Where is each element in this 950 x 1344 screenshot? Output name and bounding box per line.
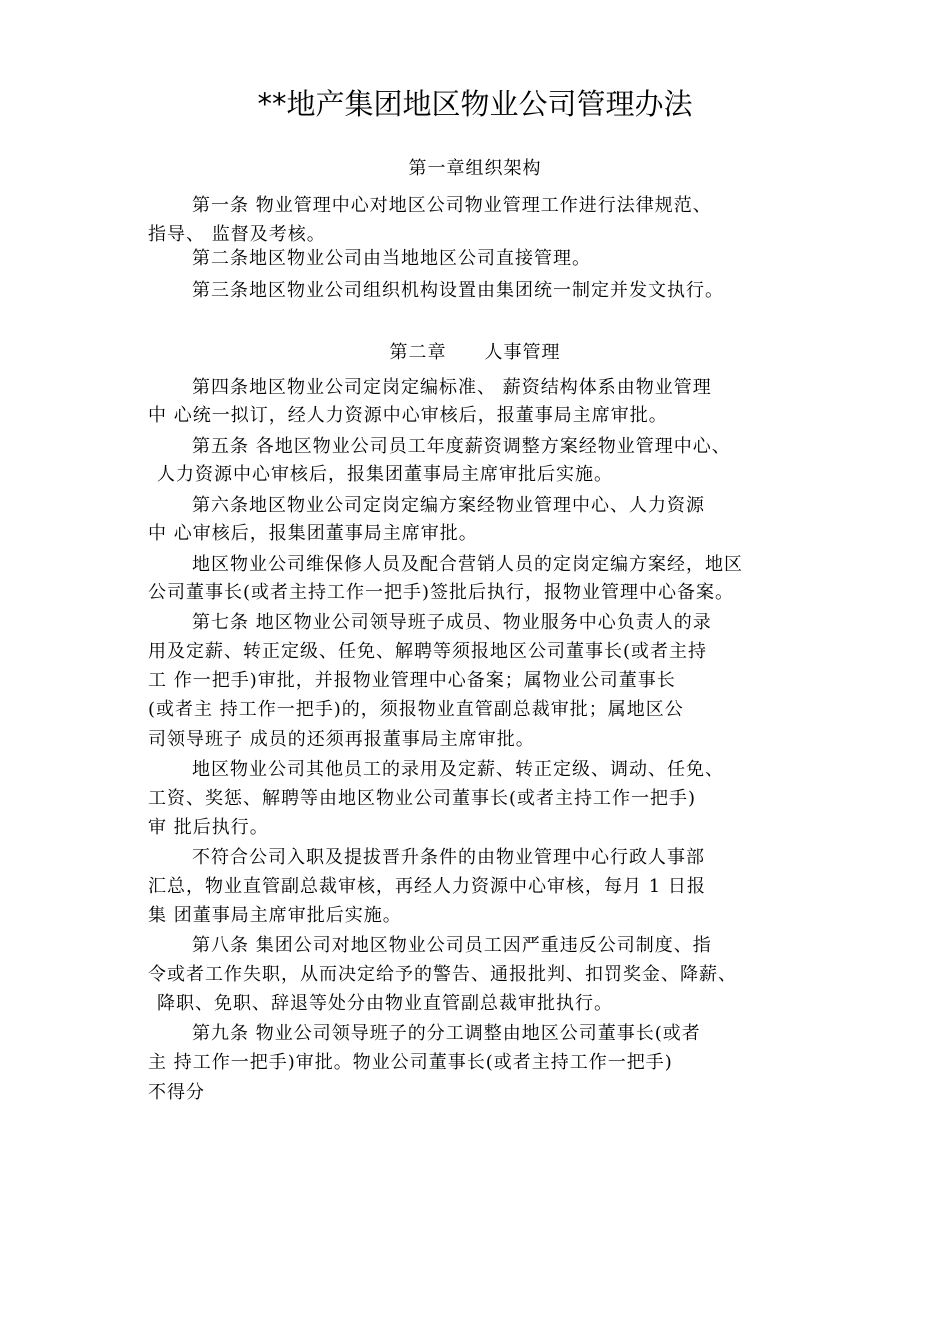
paragraph-line: 指导、 监督及考核。 [148,224,326,245]
paragraph-line: 不得分 [148,1082,205,1103]
paragraph-line: 人力资源中心审核后，报集团董事局主席审批后实施。 [157,464,613,485]
paragraph-line: 集 团董事局主席审批后实施。 [148,905,402,926]
paragraph-line: 第四条地区物业公司定岗定编标准、 薪资结构体系由物业管理 [192,377,712,398]
paragraph-line: 汇总，物业直管副总裁审核，再经人力资源中心审核，每月 1 日报 [148,876,706,897]
paragraph-line: 令或者工作失职，从而决定给予的警告、通报批判、扣罚奖金、降薪、 [148,964,737,985]
paragraph-line: 工 作一把手)审批，并报物业管理中心备案；属物业公司董事长 [148,670,676,691]
paragraph-line: 审 批后执行。 [148,817,269,838]
paragraph-line: 第八条 集团公司对地区物业公司员工因严重违反公司制度、指 [192,935,712,956]
paragraph-line: 工资、奖惩、解聘等由地区物业公司董事长(或者主持工作一把手) [148,788,697,809]
document-title: **地产集团地区物业公司管理办法 [257,87,693,121]
paragraph-line: 第五条 各地区物业公司员工年度薪资调整方案经物业管理中心、 [192,436,731,457]
paragraph-line: 中 心统一拟订，经人力资源中心审核后，报董事局主席审批。 [148,405,668,426]
chapter-1-heading: 第一章组织架构 [408,158,542,179]
paragraph-line: (或者主 持工作一把手)的，须报物业直管副总裁审批；属地区公 [148,699,684,720]
paragraph-line: 第七条 地区物业公司领导班子成员、物业服务中心负责人的录 [192,612,712,633]
paragraph-line: 中 心审核后，报集团董事局主席审批。 [148,523,478,544]
chapter-2-heading: 第二章 人事管理 [389,342,561,363]
paragraph-line: 地区物业公司其他员工的录用及定薪、转正定级、调动、任免、 [192,759,724,780]
paragraph-line: 第九条 物业公司领导班子的分工调整由地区公司董事长(或者 [192,1023,701,1044]
paragraph-line: 第三条地区物业公司组织机构设置由集团统一制定并发文执行。 [192,280,724,301]
paragraph-line: 地区物业公司维保修人员及配合营销人员的定岗定编方案经，地区 [192,554,743,575]
paragraph-line: 第一条 物业管理中心对地区公司物业管理工作进行法律规范、 [192,195,712,216]
paragraph-line: 第六条地区物业公司定岗定编方案经物业管理中心、人力资源 [192,495,705,516]
paragraph-line: 主 持工作一把手)审批。物业公司董事长(或者主持工作一把手) [148,1052,673,1073]
paragraph-line: 不符合公司入职及提拔晋升条件的由物业管理中心行政人事部 [192,847,705,868]
paragraph-line: 用及定薪、转正定级、任免、解聘等须报地区公司董事长(或者主持 [148,641,708,662]
paragraph-line: 第二条地区物业公司由当地地区公司直接管理。 [192,248,591,269]
paragraph-line: 公司董事长(或者主持工作一把手)签批后执行，报物业管理中心备案。 [148,582,735,603]
paragraph-line: 司领导班子 成员的还须再报董事局主席审批。 [148,729,535,750]
paragraph-line: 降职、免职、辞退等处分由物业直管副总裁审批执行。 [157,993,613,1014]
